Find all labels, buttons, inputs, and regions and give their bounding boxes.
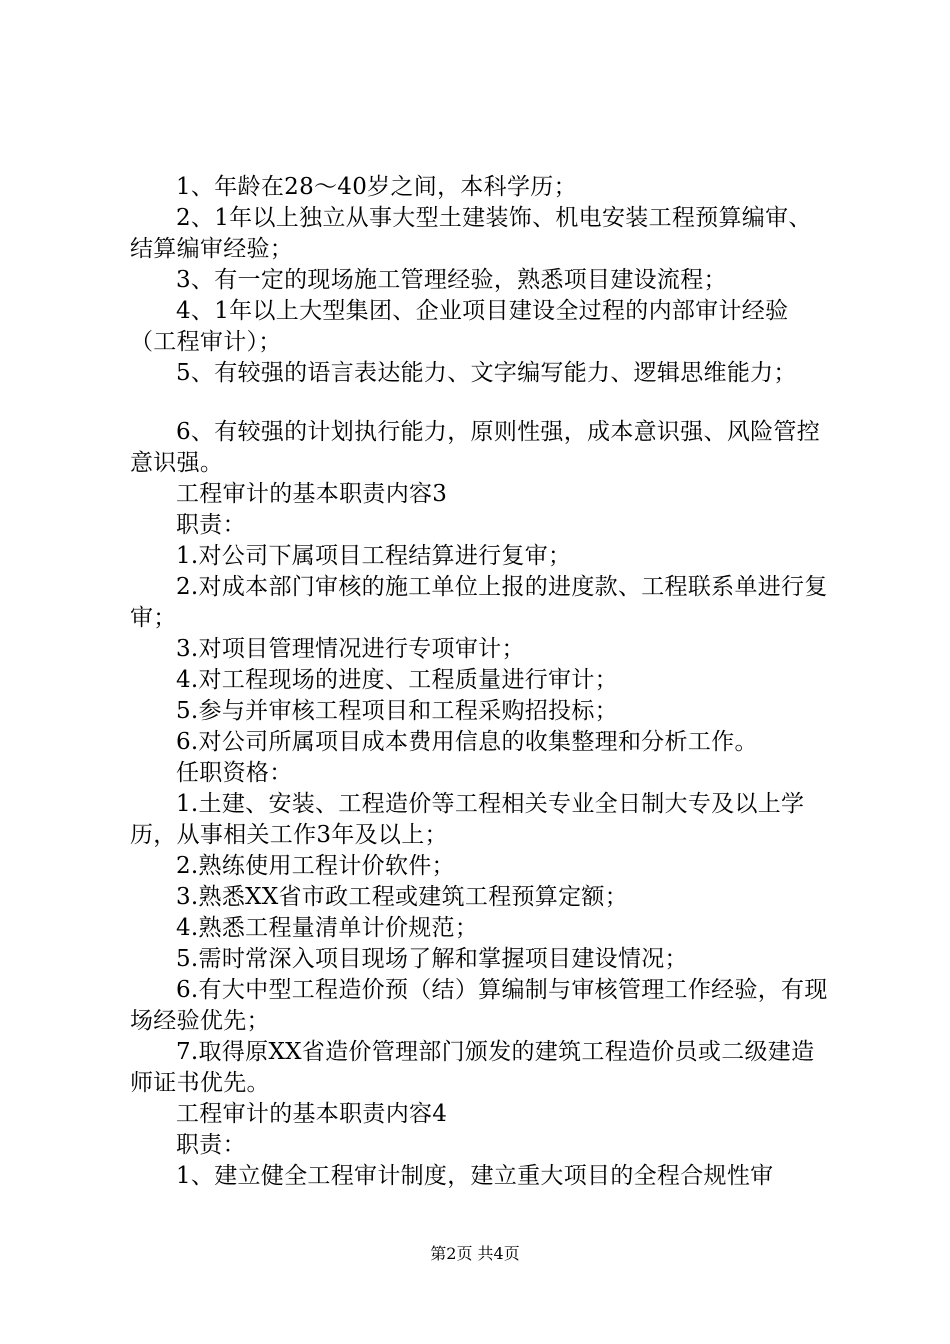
paragraph: 1、年龄在28～40岁之间，本科学历； [176,174,577,200]
paragraph: 1、建立健全工程审计制度，建立重大项目的全程合规性审 [176,1163,774,1189]
paragraph: 7.取得原XX省造价管理部门颁发的建筑工程造价员或二级建造师证书优先。 [130,1039,815,1096]
paragraph: 1.土建、安装、工程造价等工程相关专业全日制大专及以上学历，从事相关工作3年及以上； [130,791,805,848]
section-heading: 工程审计的基本职责内容4 [176,1101,448,1127]
paragraph: 5.需时常深入项目现场了解和掌握项目建设情况； [176,946,688,972]
paragraph: 4.对工程现场的进度、工程质量进行审计； [176,667,618,693]
paragraph: 6.对公司所属项目成本费用信息的收集整理和分析工作。 [176,729,758,755]
subsection-label: 职责： [176,1132,246,1158]
page-footer [0,1244,950,1264]
paragraph: 2.对成本部门审核的施工单位上报的进度款、工程联系单进行复审； [130,574,828,631]
page-number-label: 第2页 共4页 [430,1244,520,1263]
subsection-label: 任职资格： [176,760,293,786]
paragraph: 4、1年以上大型集团、企业项目建设全过程的内部审计经验（工程审计）； [130,298,789,355]
paragraph: 5、有较强的语言表达能力、文字编写能力、逻辑思维能力； [176,360,797,386]
paragraph: 2、1年以上独立从事大型土建装饰、机电安装工程预算编审、结算编审经验； [130,205,812,262]
paragraph: 3、有一定的现场施工管理经验，熟悉项目建设流程； [176,267,727,293]
paragraph: 2.熟练使用工程计价软件； [176,853,455,879]
section-heading: 工程审计的基本职责内容3 [176,481,448,507]
paragraph: 1.对公司下属项目工程结算进行复审； [176,543,572,569]
paragraph: 3.熟悉XX省市政工程或建筑工程预算定额； [176,884,628,910]
paragraph: 3.对项目管理情况进行专项审计； [176,636,525,662]
paragraph: 5.参与并审核工程项目和工程采购招投标； [176,698,618,724]
document-body [130,172,830,1192]
paragraph: 4.熟悉工程量清单计价规范； [176,915,479,941]
paragraph: 6.有大中型工程造价预（结）算编制与审核管理工作经验，有现场经验优先； [130,977,828,1034]
paragraph: 6、有较强的计划执行能力，原则性强，成本意识强、风险管控意识强。 [130,419,821,476]
subsection-label: 职责： [176,512,246,538]
